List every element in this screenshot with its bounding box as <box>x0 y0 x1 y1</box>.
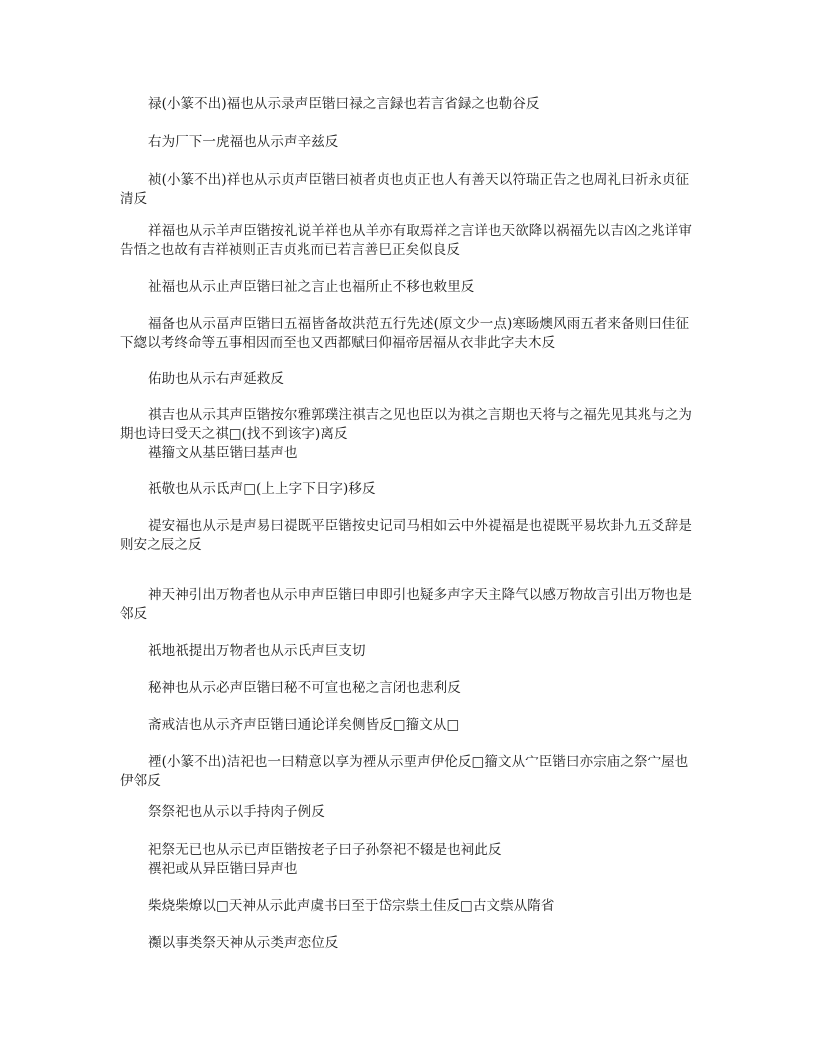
paragraph-11: 禔安福也从示是声易曰禔既平臣锴按史记司马相如云中外禔福是也禔既平易坎卦九五爻辞是则安之辰之反 <box>120 518 692 553</box>
paragraph-1: 禄(小篆不出)福也从示录声臣锴曰禄之言録也若言省録之也勒谷反 <box>148 96 540 112</box>
paragraph-16: 禋(小篆不出)洁祀也一曰精意以享为禋从示垔声伊伦反□籀文从宀臣锴曰亦宗庙之祭宀屋也伊邻反 <box>120 754 689 789</box>
paragraph-2: 右为厂下一虎福也从示声辛兹反 <box>148 134 339 150</box>
paragraph-4: 祥福也从示羊声臣锴按礼说羊祥也从羊亦有取焉祥之言详也天欲降以祸福先以吉凶之兆详审告悟之也故有吉祥祯则正吉贞兆而已若言善巳正矣似良反 <box>120 223 692 258</box>
paragraph-18: 祀祭无已也从示已声臣锴按老子曰子孙祭祀不辍是也祠此反 <box>148 842 502 858</box>
paragraph-7: 佑助也从示右声延救反 <box>148 371 284 387</box>
paragraph-8: 祺吉也从示其声臣锴按尔雅郭璞注祺吉之见也臣以为祺之言期也天将与之福先见其兆与之为期也诗曰受天之祺□(找不到该字)离反 <box>120 407 692 442</box>
paragraph-3: 祯(小篆不出)祥也从示贞声臣锴曰祯者贞也贞正也人有善天以符瑞正告之也周礼曰祈永贞征清反 <box>120 172 690 207</box>
paragraph-12: 神天神引出万物者也从示申声臣锴曰申即引也疑多声字天主降气以感万物故言引出万物也是邻反 <box>120 587 692 622</box>
paragraph-17: 祭祭祀也从示以手持肉子例反 <box>148 804 325 820</box>
paragraph-21: 禷以事类祭天神从示类声恋位反 <box>148 935 339 951</box>
paragraph-6: 福备也从示畐声臣锴曰五福皆备故洪范五行先述(原文少一点)寒旸燠风雨五者来备则曰佳征下緫以考终命等五事相因而至也又西都赋曰仰福帝居福从衣非此字夫木反 <box>120 316 690 351</box>
paragraph-20: 柴烧柴燎以□天神从示此声虞书曰至于岱宗祡土佳反□古文祡从隋省 <box>148 898 555 914</box>
paragraph-19: 禩祀或从异臣锴曰异声也 <box>148 861 298 877</box>
paragraph-10: 祇敬也从示氐声□(上上字下日字)移反 <box>148 481 376 497</box>
paragraph-15: 斋戒洁也从示齐声臣锴曰通论详矣侧皆反□籀文从□ <box>148 717 460 733</box>
paragraph-5: 祉福也从示止声臣锴曰祉之言止也福所止不移也敕里反 <box>148 279 475 295</box>
paragraph-14: 秘神也从示必声臣锴曰秘不可宣也秘之言闭也悲利反 <box>148 680 461 696</box>
paragraph-13: 祇地祇提出万物者也从示氏声巨支切 <box>148 643 366 659</box>
paragraph-9: 禥籀文从基臣锴曰基声也 <box>148 445 298 461</box>
